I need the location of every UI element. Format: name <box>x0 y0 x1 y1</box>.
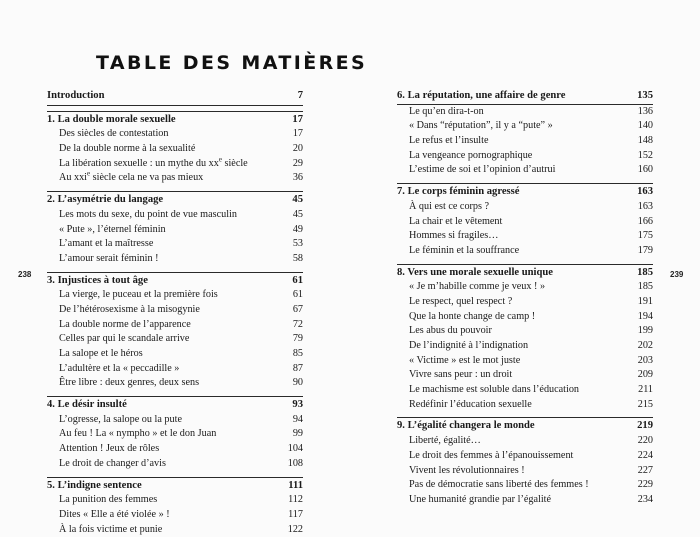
toc-entry-label: L’estime de soi et l’opinion d’autrui <box>409 164 556 176</box>
toc-entry <box>397 398 653 413</box>
toc-entry-label: « Je m’habille comme je veux ! » <box>409 281 546 293</box>
toc-entry <box>397 163 653 178</box>
toc-entry-label: Dites « Elle a été violée » ! <box>59 508 170 520</box>
toc-entry-label: Les abus du pouvoir <box>409 325 492 337</box>
toc-entry-page: 203 <box>637 354 653 366</box>
toc-entry <box>47 127 303 142</box>
toc-entry-label-part: La libération sexuelle : un mythe du xx <box>59 157 219 169</box>
toc-section-page: 219 <box>637 420 653 432</box>
toc-entry-label: Vivent les révolutionnaires ! <box>409 464 525 476</box>
toc-section-label: 1. La double morale sexuelle <box>47 113 176 125</box>
toc-entry <box>47 142 303 157</box>
toc-section-label: 5. L’indigne sentence <box>47 479 142 491</box>
toc-entry-page: 108 <box>287 457 303 469</box>
toc-section-page: 61 <box>292 274 303 286</box>
toc-entry-page: 49 <box>292 223 303 235</box>
toc-entry <box>397 354 653 369</box>
toc-section-heading <box>47 111 303 128</box>
toc-entry <box>397 464 653 479</box>
toc-entry-label: Liberté, égalité… <box>409 435 481 447</box>
toc-entry-page: 148 <box>637 135 653 147</box>
toc-section-label: 4. Le désir insulté <box>47 399 127 411</box>
toc-entry <box>397 149 653 164</box>
toc-entry-page: 17 <box>292 128 303 140</box>
toc-entry-page: 209 <box>637 369 653 381</box>
toc-entry-label: Au feu ! La « nympho » et le don Juan <box>59 428 217 440</box>
toc-entry-label: La punition des femmes <box>59 494 158 506</box>
toc-entry-page: 85 <box>292 348 303 359</box>
toc-entry-label: « Pute », l’éternel féminin <box>59 223 166 235</box>
toc-entry-page: 202 <box>637 340 653 351</box>
toc-entry <box>397 229 653 244</box>
toc-entry-label: Celles par qui le scandale arrive <box>59 333 190 345</box>
toc-entry-label: La double norme de l’apparence <box>59 318 191 330</box>
toc-entry-page: 94 <box>292 413 303 425</box>
toc-entry-page: 211 <box>638 384 653 396</box>
toc-entry-page: 104 <box>287 443 303 455</box>
toc-entry <box>397 493 653 508</box>
toc-section-page: 17 <box>292 113 303 125</box>
toc-entry-label: Le féminin et la souffrance <box>409 244 520 256</box>
toc-entry <box>397 119 653 134</box>
toc-section-heading <box>397 89 653 105</box>
toc-entry-label: La salope et le héros <box>59 348 143 359</box>
toc-entry <box>397 215 653 230</box>
toc-entry-label: À la fois victime et punie <box>59 523 163 535</box>
toc-left-column <box>47 89 303 537</box>
toc-right-column <box>397 89 653 508</box>
toc-entry-label: Introduction <box>47 90 105 101</box>
toc-entry-label: Le droit des femmes à l’épanouissement <box>409 449 574 461</box>
toc-entry-page: 58 <box>292 252 303 264</box>
toc-section-page: 135 <box>637 90 653 101</box>
toc-entry-label: Redéfinir l’éducation sexuelle <box>409 398 532 410</box>
page-number-right: 239 <box>670 270 684 279</box>
toc-entry-page: 79 <box>292 333 303 345</box>
toc-entry-label: « Victime » est le mot juste <box>409 354 521 366</box>
toc-entry <box>47 442 303 457</box>
toc-entry <box>397 368 653 383</box>
toc-entry <box>47 223 303 238</box>
toc-entry <box>47 288 303 303</box>
toc-section-page: 185 <box>637 266 653 278</box>
toc-entry-page: 191 <box>637 295 653 307</box>
toc-section-page: 111 <box>288 479 303 491</box>
toc-entry-label: De la double norme à la sexualité <box>59 143 196 155</box>
toc-entry-label: « Dans “réputation”, il y a “pute” » <box>409 120 553 132</box>
toc-entry-label: De l’hétérosexisme à la misogynie <box>59 303 200 315</box>
toc-entry-page: 72 <box>292 318 303 330</box>
toc-entry-superscript: e <box>87 170 91 179</box>
toc-entry-page: 175 <box>637 230 653 242</box>
toc-entry-page: 160 <box>637 164 653 176</box>
toc-entry-page: 152 <box>637 149 653 161</box>
toc-entry-page: 179 <box>637 244 653 256</box>
toc-entry <box>47 157 303 172</box>
toc-entry <box>47 523 303 537</box>
toc-entry-label: Des siècles de contestation <box>59 128 169 140</box>
toc-entry-page: 61 <box>292 289 303 301</box>
toc-entry-label-part: siècle <box>221 157 248 169</box>
toc-entry <box>47 347 303 362</box>
toc-section-heading <box>47 477 303 494</box>
toc-entry-label: Le respect, quel respect ? <box>409 295 513 307</box>
toc-entry-page: 227 <box>637 464 653 476</box>
toc-entry-introduction <box>47 89 303 106</box>
page-number-left: 238 <box>18 270 32 279</box>
toc-entry-label: Le qu’en dira-t-on <box>409 105 484 117</box>
toc-section-page: 163 <box>637 186 653 198</box>
toc-entry-label: La vierge, le puceau et la première fois <box>59 289 218 301</box>
toc-entry-page: 224 <box>637 449 653 461</box>
toc-entry <box>47 171 303 186</box>
toc-entry-page: 7 <box>297 90 303 101</box>
toc-entry-label-part: Au xxi <box>59 172 88 184</box>
toc-entry <box>397 295 653 310</box>
toc-entry-label: À qui est ce corps ? <box>409 200 490 212</box>
toc-entry-label: Le refus et l’insulte <box>409 135 489 147</box>
toc-section-label: 9. L’égalité changera le monde <box>397 420 535 432</box>
toc-entry <box>47 413 303 428</box>
toc-entry <box>397 449 653 464</box>
toc-entry-label: Les mots du sexe, du point de vue masculin <box>59 208 237 220</box>
toc-section-heading <box>47 396 303 413</box>
toc-entry <box>397 324 653 339</box>
toc-entry-label: Que la honte change de camp ! <box>409 310 536 322</box>
toc-entry-page: 215 <box>637 398 653 410</box>
toc-entry <box>47 252 303 267</box>
toc-entry-label: Attention ! Jeux de rôles <box>59 443 160 455</box>
toc-entry-page: 45 <box>292 208 303 220</box>
toc-entry <box>47 457 303 472</box>
toc-section-heading <box>397 417 653 434</box>
toc-entry-page: 234 <box>637 493 653 505</box>
toc-entry <box>47 362 303 377</box>
toc-entry-superscript: e <box>218 155 222 164</box>
toc-section-heading <box>397 264 653 281</box>
toc-entry <box>47 318 303 333</box>
toc-entry-label <box>59 171 203 186</box>
toc-entry-label: Le droit de changer d’avis <box>59 457 166 469</box>
toc-entry-page: 90 <box>292 377 303 389</box>
toc-section-label: 2. L’asymétrie du langage <box>47 194 164 206</box>
toc-entry-page: 122 <box>287 523 303 535</box>
toc-entry-page: 185 <box>637 281 653 293</box>
toc-entry-page: 53 <box>292 238 303 250</box>
toc-entry <box>397 244 653 259</box>
toc-entry-label: Le machisme est soluble dans l’éducation <box>409 384 580 396</box>
toc-entry <box>47 303 303 318</box>
toc-entry-page: 229 <box>637 479 653 491</box>
toc-entry <box>397 105 653 120</box>
toc-entry-page: 99 <box>292 428 303 440</box>
toc-entry <box>47 427 303 442</box>
toc-entry-page: 220 <box>637 435 653 447</box>
toc-entry <box>47 237 303 252</box>
toc-entry-page: 140 <box>637 120 653 132</box>
toc-entry <box>397 478 653 493</box>
toc-entry-label: Hommes si fragiles… <box>409 230 499 242</box>
toc-entry <box>47 332 303 347</box>
toc-section-label: 8. Vers une morale sexuelle unique <box>397 266 553 278</box>
toc-entry <box>47 376 303 391</box>
toc-entry-label: Pas de démocratie sans liberté des femmes ! <box>409 479 589 491</box>
toc-section-page: 93 <box>292 399 303 411</box>
toc-entry-label: Vivre sans peur : un droit <box>409 369 513 381</box>
toc-entry-label: L’amant et la maîtresse <box>59 238 154 250</box>
page-title: TABLE DES MATIÈRES <box>96 52 368 74</box>
toc-entry <box>47 493 303 508</box>
toc-entry <box>397 383 653 398</box>
toc-entry <box>397 339 653 354</box>
toc-entry-page: 163 <box>637 200 653 212</box>
toc-entry-label: L’ogresse, la salope ou la pute <box>59 413 182 425</box>
toc-section-label: 7. Le corps féminin agressé <box>397 186 520 198</box>
toc-entry-label-part: siècle cela ne va pas mieux <box>90 172 204 184</box>
toc-entry-page: 87 <box>292 362 303 374</box>
toc-section-heading <box>397 183 653 200</box>
toc-entry <box>397 200 653 215</box>
toc-entry-label: La chair et le vêtement <box>409 215 503 227</box>
toc-entry-label: Une humanité grandie par l’égalité <box>409 493 551 505</box>
toc-entry-page: 112 <box>288 494 303 506</box>
toc-entry-label: De l’indignité à l’indignation <box>409 340 529 351</box>
toc-section-label: 3. Injustices à tout âge <box>47 274 148 286</box>
toc-entry <box>397 434 653 449</box>
toc-entry-page: 36 <box>292 172 303 184</box>
toc-section-page: 45 <box>292 194 303 206</box>
toc-section-heading <box>47 272 303 289</box>
toc-entry-label: L’adultère et la « peccadille » <box>59 362 180 374</box>
toc-entry-label: L’amour serait féminin ! <box>59 252 159 264</box>
toc-entry <box>47 508 303 523</box>
toc-entry-page: 136 <box>637 105 653 117</box>
toc-entry <box>397 310 653 325</box>
toc-entry-page: 20 <box>292 143 303 155</box>
toc-entry-label: Être libre : deux genres, deux sens <box>59 377 200 389</box>
toc-entry <box>397 280 653 295</box>
toc-entry-label: La vengeance pornographique <box>409 149 533 161</box>
toc-section-heading <box>47 191 303 208</box>
toc-entry-page: 29 <box>292 157 303 169</box>
toc-entry-page: 117 <box>288 508 303 520</box>
toc-entry-page: 194 <box>637 310 653 322</box>
toc-entry <box>397 134 653 149</box>
toc-entry-page: 67 <box>292 303 303 315</box>
toc-entry-page: 199 <box>637 325 653 337</box>
toc-section-label: 6. La réputation, une affaire de genre <box>397 90 566 101</box>
toc-entry-page: 166 <box>637 215 653 227</box>
toc-entry <box>47 208 303 223</box>
